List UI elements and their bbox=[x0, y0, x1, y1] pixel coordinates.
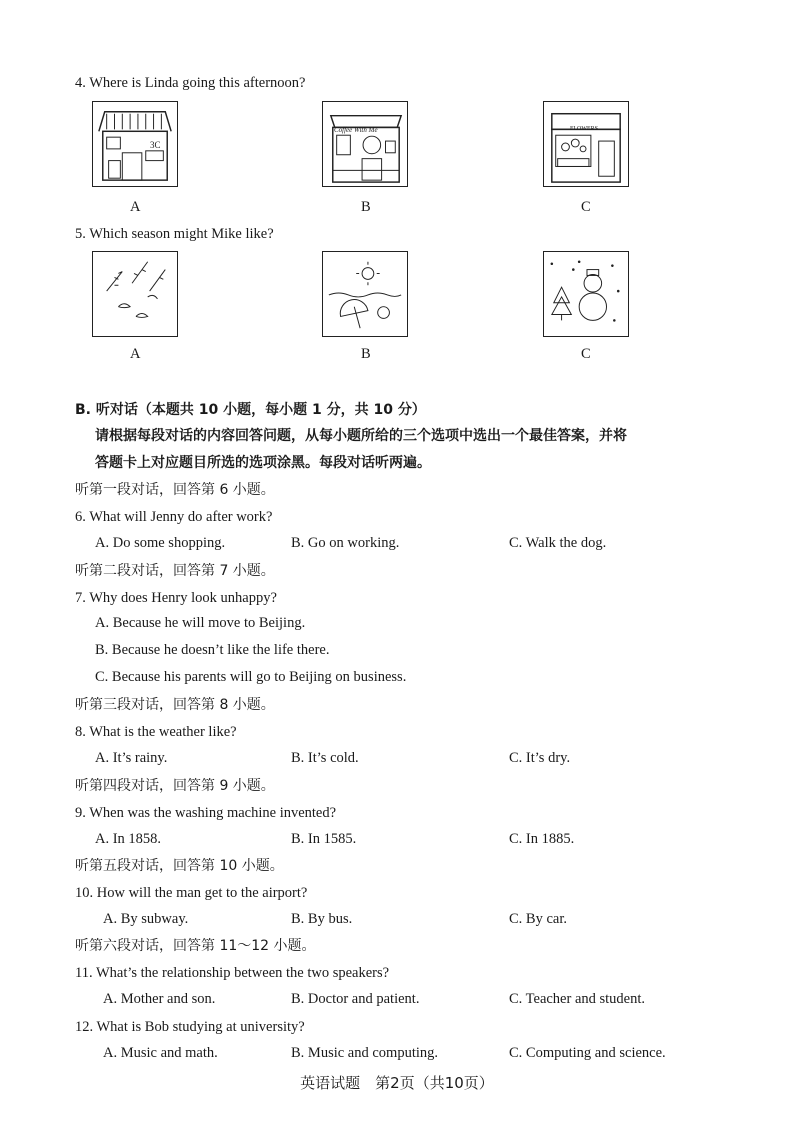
q9-option-a[interactable]: A. In 1858. bbox=[95, 831, 162, 847]
q10-option-c[interactable]: C. By car. bbox=[509, 911, 567, 927]
q10-option-a[interactable]: A. By subway. bbox=[103, 911, 189, 927]
q4-label-a: A bbox=[130, 199, 141, 215]
page-footer: 英语试题 第2页（共10页） bbox=[300, 1074, 494, 1092]
q10-option-b[interactable]: B. By bus. bbox=[291, 911, 353, 927]
q4-c-sign: FLOWERS bbox=[570, 126, 599, 132]
section-b-title: B. 听对话（本题共 10 小题，每小题 1 分，共 10 分） bbox=[75, 402, 426, 418]
q4-label-b: B bbox=[361, 199, 371, 215]
q4-picture-c-flower-shop-icon[interactable] bbox=[543, 101, 629, 187]
q4-question: 4. Where is Linda going this afternoon? bbox=[75, 75, 306, 91]
q12-option-a[interactable]: A. Music and math. bbox=[103, 1045, 218, 1061]
q9-option-b[interactable]: B. In 1585. bbox=[291, 831, 357, 847]
q5-picture-b-summer-beach-icon[interactable] bbox=[322, 251, 408, 337]
q9-option-c[interactable]: C. In 1885. bbox=[509, 831, 575, 847]
q11-option-b[interactable]: B. Doctor and patient. bbox=[291, 991, 420, 1007]
q5-label-c: C bbox=[581, 346, 591, 362]
dialog-5-intro: 听第五段对话，回答第 10 小题。 bbox=[75, 858, 284, 874]
q7-option-b[interactable]: B. Because he doesn’t like the life there. bbox=[95, 642, 330, 658]
q12-option-b[interactable]: B. Music and computing. bbox=[291, 1045, 439, 1061]
q8-option-a[interactable]: A. It’s rainy. bbox=[95, 750, 168, 766]
section-b-instruction-2: 答题卡上对应题目所选的选项涂黑。每段对话听两遍。 bbox=[95, 455, 431, 471]
q5-question: 5. Which season might Mike like? bbox=[75, 226, 274, 242]
q9-question: 9. When was the washing machine invented? bbox=[75, 805, 337, 821]
dialog-4-intro: 听第四段对话，回答第 9 小题。 bbox=[75, 778, 275, 794]
dialog-6-intro: 听第六段对话，回答第 11～12 小题。 bbox=[75, 938, 316, 954]
q4-label-c: C bbox=[581, 199, 591, 215]
dialog-1-intro: 听第一段对话，回答第 6 小题。 bbox=[75, 482, 275, 498]
q12-question: 12. What is Bob studying at university? bbox=[75, 1019, 305, 1035]
q4-b-sign: Coffee With Me bbox=[334, 126, 378, 134]
section-b-instruction-1: 请根据每段对话的内容回答问题，从每小题所给的三个选项中选出一个最佳答案，并将 bbox=[95, 428, 627, 444]
q5-label-a: A bbox=[130, 346, 141, 362]
q11-option-a[interactable]: A. Mother and son. bbox=[103, 991, 216, 1007]
q12-option-c[interactable]: C. Computing and science. bbox=[509, 1045, 666, 1061]
q5-picture-c-winter-snowman-icon[interactable] bbox=[543, 251, 629, 337]
q8-option-c[interactable]: C. It’s dry. bbox=[509, 750, 571, 766]
q11-question: 11. What’s the relationship between the two speakers? bbox=[75, 965, 390, 981]
q11-option-c[interactable]: C. Teacher and student. bbox=[509, 991, 646, 1007]
q5-picture-a-spring-icon[interactable] bbox=[92, 251, 178, 337]
q7-question: 7. Why does Henry look unhappy? bbox=[75, 590, 277, 606]
q8-option-b[interactable]: B. It’s cold. bbox=[291, 750, 359, 766]
dialog-2-intro: 听第二段对话，回答第 7 小题。 bbox=[75, 563, 275, 579]
q4-a-sign: 3C bbox=[150, 140, 161, 150]
q6-option-b[interactable]: B. Go on working. bbox=[291, 535, 400, 551]
q6-question: 6. What will Jenny do after work? bbox=[75, 509, 273, 525]
q8-question: 8. What is the weather like? bbox=[75, 724, 237, 740]
q6-option-c[interactable]: C. Walk the dog. bbox=[509, 535, 607, 551]
q4-picture-b-cafe-icon[interactable] bbox=[322, 101, 408, 187]
q10-question: 10. How will the man get to the airport? bbox=[75, 885, 308, 901]
dialog-3-intro: 听第三段对话，回答第 8 小题。 bbox=[75, 697, 275, 713]
q7-option-a[interactable]: A. Because he will move to Beijing. bbox=[95, 615, 306, 631]
q6-option-a[interactable]: A. Do some shopping. bbox=[95, 535, 226, 551]
q4-picture-a-house-icon[interactable] bbox=[92, 101, 178, 187]
q7-option-c[interactable]: C. Because his parents will go to Beijing on business. bbox=[95, 669, 407, 685]
q5-label-b: B bbox=[361, 346, 371, 362]
